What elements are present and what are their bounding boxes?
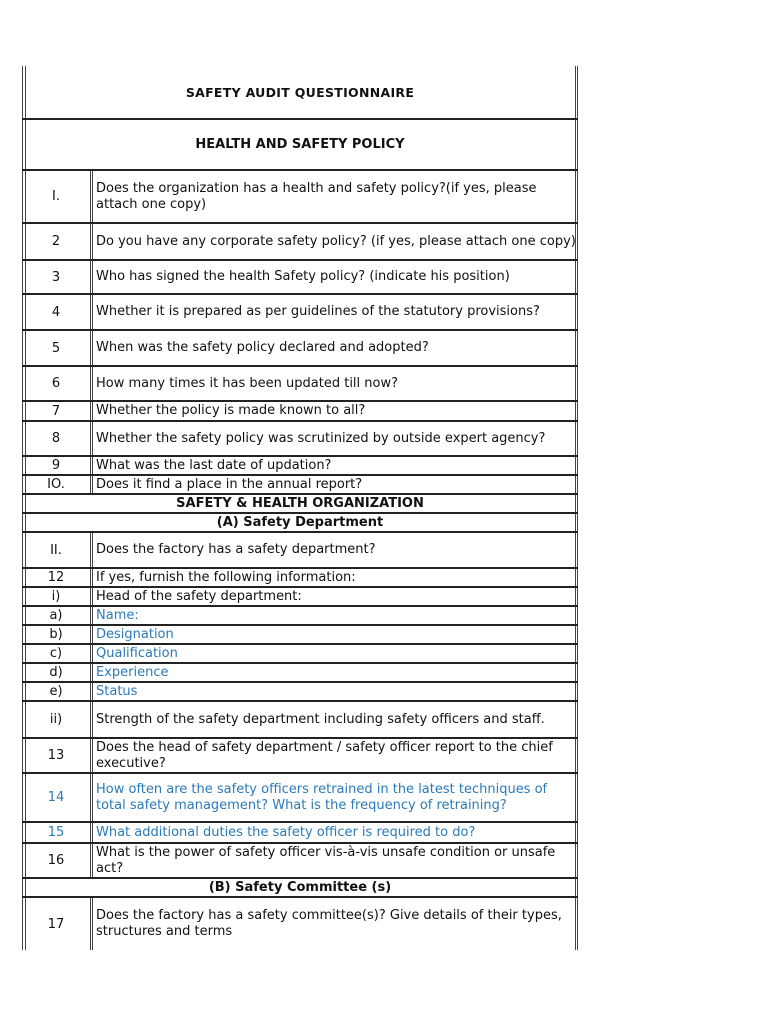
- section-heading: (B) Safety Committee (s): [208, 880, 392, 895]
- question-text: Does the organization has a health and safety policy?(if yes, please attach one copy): [96, 180, 537, 212]
- question-row: [22, 737, 578, 772]
- section-heading: (A) Safety Department: [216, 515, 384, 530]
- column-divider: [90, 569, 91, 586]
- question-row: [22, 400, 578, 420]
- question-number: 13: [47, 748, 65, 763]
- question-text: When was the safety policy declared and adopted?: [96, 340, 429, 355]
- question-row: [22, 624, 578, 643]
- question-number: e): [49, 684, 63, 699]
- question-row: [22, 842, 578, 877]
- column-divider: [90, 626, 91, 643]
- question-text: Head of the safety department:: [96, 588, 302, 604]
- question-text: Whether it is prepared as per guidelines of the statutory provisions?: [96, 304, 540, 319]
- question-row: [22, 293, 578, 329]
- section-heading-row: [22, 66, 578, 118]
- question-row: [22, 259, 578, 293]
- question-row: [22, 455, 578, 474]
- column-divider: [92, 476, 93, 493]
- question-row: [22, 772, 578, 821]
- question-text: Whether the policy is made known to all?: [96, 403, 366, 418]
- column-divider: [90, 261, 91, 293]
- section-heading-row: [22, 118, 578, 169]
- question-number: b): [49, 627, 63, 642]
- column-divider: [92, 331, 93, 365]
- column-divider: [92, 823, 93, 842]
- question-text: What additional duties the safety officer is required to do?: [96, 824, 476, 840]
- column-divider: [92, 739, 93, 772]
- column-divider: [90, 367, 91, 400]
- column-divider: [90, 844, 91, 877]
- column-divider: [90, 331, 91, 365]
- question-row: [22, 586, 578, 605]
- question-row: [22, 700, 578, 737]
- section-heading-row: [22, 512, 578, 531]
- column-divider: [92, 533, 93, 567]
- column-divider: [92, 664, 93, 681]
- column-divider: [92, 422, 93, 455]
- question-row: [22, 643, 578, 662]
- question-number: a): [49, 608, 63, 623]
- question-number: 17: [47, 916, 65, 932]
- column-divider: [90, 702, 91, 737]
- question-text: Who has signed the health Safety policy? (indicate his position): [96, 269, 510, 284]
- column-divider: [90, 774, 91, 821]
- question-row: [22, 896, 578, 950]
- question-row: [22, 222, 578, 259]
- question-number: 3: [51, 269, 61, 285]
- question-text: What was the last date of updation?: [96, 457, 332, 473]
- question-number: IO.: [47, 477, 65, 492]
- column-divider: [92, 457, 93, 474]
- question-row: [22, 662, 578, 681]
- question-row: [22, 420, 578, 455]
- question-text: Status: [96, 683, 138, 699]
- question-number: 15: [47, 825, 65, 840]
- question-text: Do you have any corporate safety policy? (if yes, please attach one copy): [96, 233, 576, 249]
- column-divider: [90, 607, 91, 624]
- question-text: How many times it has been updated till now?: [96, 375, 399, 391]
- question-text: Name:: [96, 607, 139, 623]
- question-row: [22, 365, 578, 400]
- column-divider: [90, 457, 91, 474]
- question-row: [22, 605, 578, 624]
- column-divider: [90, 533, 91, 567]
- column-divider: [90, 171, 91, 222]
- question-number: d): [49, 665, 63, 680]
- question-number: 4: [51, 304, 61, 320]
- question-number: 2: [51, 234, 61, 249]
- question-number: I.: [52, 189, 60, 204]
- column-divider: [90, 588, 91, 605]
- question-text: Does it find a place in the annual report?: [96, 476, 363, 492]
- column-divider: [90, 402, 91, 420]
- column-divider: [90, 683, 91, 700]
- question-number: 16: [47, 853, 65, 868]
- question-text: Qualification: [96, 645, 178, 661]
- column-divider: [90, 739, 91, 772]
- question-number: i): [51, 589, 61, 604]
- column-divider: [92, 402, 93, 420]
- question-text: Does the factory has a safety department?: [96, 542, 376, 557]
- column-divider: [92, 224, 93, 259]
- document-title: SAFETY AUDIT QUESTIONNAIRE: [185, 84, 415, 100]
- column-divider: [90, 295, 91, 329]
- question-text: How often are the safety officers retrained in the latest techniques of total safety management? What is the frequency of retraining?: [96, 781, 548, 813]
- question-number: 7: [51, 403, 61, 419]
- question-number: 14: [47, 790, 65, 805]
- column-divider: [92, 607, 93, 624]
- question-number: 12: [47, 570, 65, 585]
- question-number: II.: [50, 542, 62, 558]
- column-divider: [92, 844, 93, 877]
- question-number: ii): [49, 712, 63, 727]
- column-divider: [92, 261, 93, 293]
- column-divider: [92, 367, 93, 400]
- column-divider: [90, 823, 91, 842]
- column-divider: [92, 295, 93, 329]
- column-divider: [92, 645, 93, 662]
- column-divider: [92, 683, 93, 700]
- question-text: Does the head of safety department / safety officer report to the chief executive?: [96, 739, 553, 771]
- question-text: Whether the safety policy was scrutinized by outside expert agency?: [96, 430, 546, 446]
- section-heading-row: [22, 877, 578, 896]
- question-number: 5: [51, 340, 61, 356]
- section-heading: HEALTH AND SAFETY POLICY: [195, 137, 405, 152]
- question-number: 9: [51, 458, 61, 473]
- question-row: [22, 531, 578, 567]
- question-number: c): [49, 646, 63, 661]
- question-text: If yes, furnish the following information:: [96, 569, 356, 585]
- column-divider: [90, 476, 91, 493]
- column-divider: [92, 702, 93, 737]
- column-divider: [90, 645, 91, 662]
- question-text: What is the power of safety officer vis-à-vis unsafe condition or unsafe act?: [96, 844, 556, 876]
- question-text: Experience: [96, 664, 169, 680]
- question-text: Strength of the safety department including safety officers and staff.: [96, 711, 545, 727]
- column-divider: [90, 224, 91, 259]
- section-heading-row: [22, 493, 578, 512]
- question-number: 8: [51, 431, 61, 446]
- question-row: [22, 567, 578, 586]
- column-divider: [92, 171, 93, 222]
- question-row: [22, 329, 578, 365]
- column-divider: [90, 422, 91, 455]
- question-row: [22, 821, 578, 842]
- column-divider: [92, 898, 93, 950]
- column-divider: [92, 774, 93, 821]
- column-divider: [92, 626, 93, 643]
- question-row: [22, 169, 578, 222]
- question-text: Does the factory has a safety committee(s)? Give details of their types, structures and terms: [96, 908, 562, 939]
- column-divider: [92, 588, 93, 605]
- column-divider: [90, 898, 91, 950]
- column-divider: [90, 664, 91, 681]
- column-divider: [92, 569, 93, 586]
- question-row: [22, 474, 578, 493]
- section-heading: SAFETY & HEALTH ORGANIZATION: [176, 496, 424, 511]
- question-text: Designation: [96, 626, 174, 642]
- question-row: [22, 681, 578, 700]
- questionnaire-table: [22, 66, 578, 950]
- question-number: 6: [51, 376, 61, 391]
